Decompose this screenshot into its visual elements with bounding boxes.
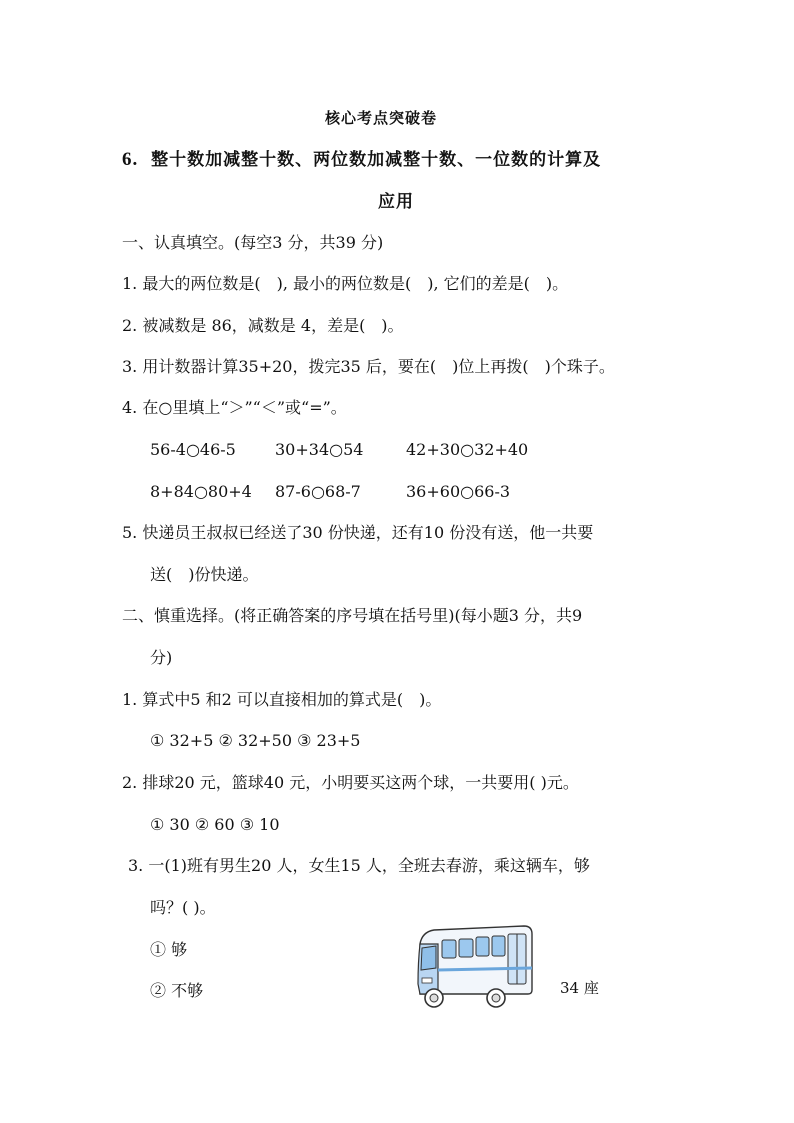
- compare-item: 30+34○54: [275, 440, 364, 459]
- section2-title-line2: 分): [150, 648, 173, 667]
- s2-question-3-option-1: ① 够: [150, 940, 188, 959]
- s1-question-5-line2: 送( )份快递。: [150, 565, 259, 584]
- s2-question-3-line2: 吗？( )。: [150, 898, 216, 917]
- s2-question-2-options: ① 30 ② 60 ③ 10: [150, 815, 280, 834]
- s1-question-5-line1: 5. 快递员王叔叔已经送了30 份快递，还有10 份没有送，他一共要: [122, 523, 594, 542]
- section1-title: 一、认真填空。(每空3 分，共39 分): [122, 233, 384, 252]
- s1-question-3: 3. 用计数器计算35+20，拨完35 后，要在( )位上再拨( )个珠子。: [122, 357, 615, 376]
- s1-question-2: 2. 被减数是 86，减数是 4，差是( )。: [122, 316, 404, 335]
- heading-text-line1: 整十数加减整十数、两位数加减整十数、一位数的计算及: [151, 150, 602, 170]
- s2-question-3-option-2: ② 不够: [150, 981, 204, 1000]
- heading-text-line2: 应用: [378, 192, 414, 212]
- compare-item: 36+60○66-3: [406, 482, 511, 501]
- s1-question-1: 1. 最大的两位数是( ), 最小的两位数是( ), 它们的差是( )。: [122, 274, 569, 293]
- s2-question-1-options: ① 32+5 ② 32+50 ③ 23+5: [150, 731, 361, 750]
- compare-item: 8+84○80+4: [150, 482, 252, 501]
- compare-item: 56-4○46-5: [150, 440, 236, 459]
- s2-question-2: 2. 排球20 元，篮球40 元，小明要买这两个球，一共要用( )元。: [122, 773, 579, 792]
- section2-title-line1: 二、慎重选择。(将正确答案的序号填在括号里)(每小题3 分，共9: [122, 606, 583, 625]
- s1-question-4: 4. 在○里填上“＞”“＜”或“=”。: [122, 398, 347, 417]
- s2-question-1: 1. 算式中5 和2 可以直接相加的算式是( )。: [122, 690, 442, 709]
- s2-question-3-line1: 3. 一(1)班有男生20 人，女生15 人，全班去春游，乘这辆车，够: [128, 856, 590, 875]
- heading-number: 6.: [122, 149, 139, 170]
- bus-illustration: [412, 922, 536, 1014]
- worksheet-title: 核心考点突破卷: [325, 109, 438, 127]
- compare-item: 42+30○32+40: [406, 440, 529, 459]
- compare-item: 87-6○68-7: [275, 482, 361, 501]
- section-heading: [122, 150, 601, 170]
- bus-seat-label: 34 座: [560, 979, 599, 997]
